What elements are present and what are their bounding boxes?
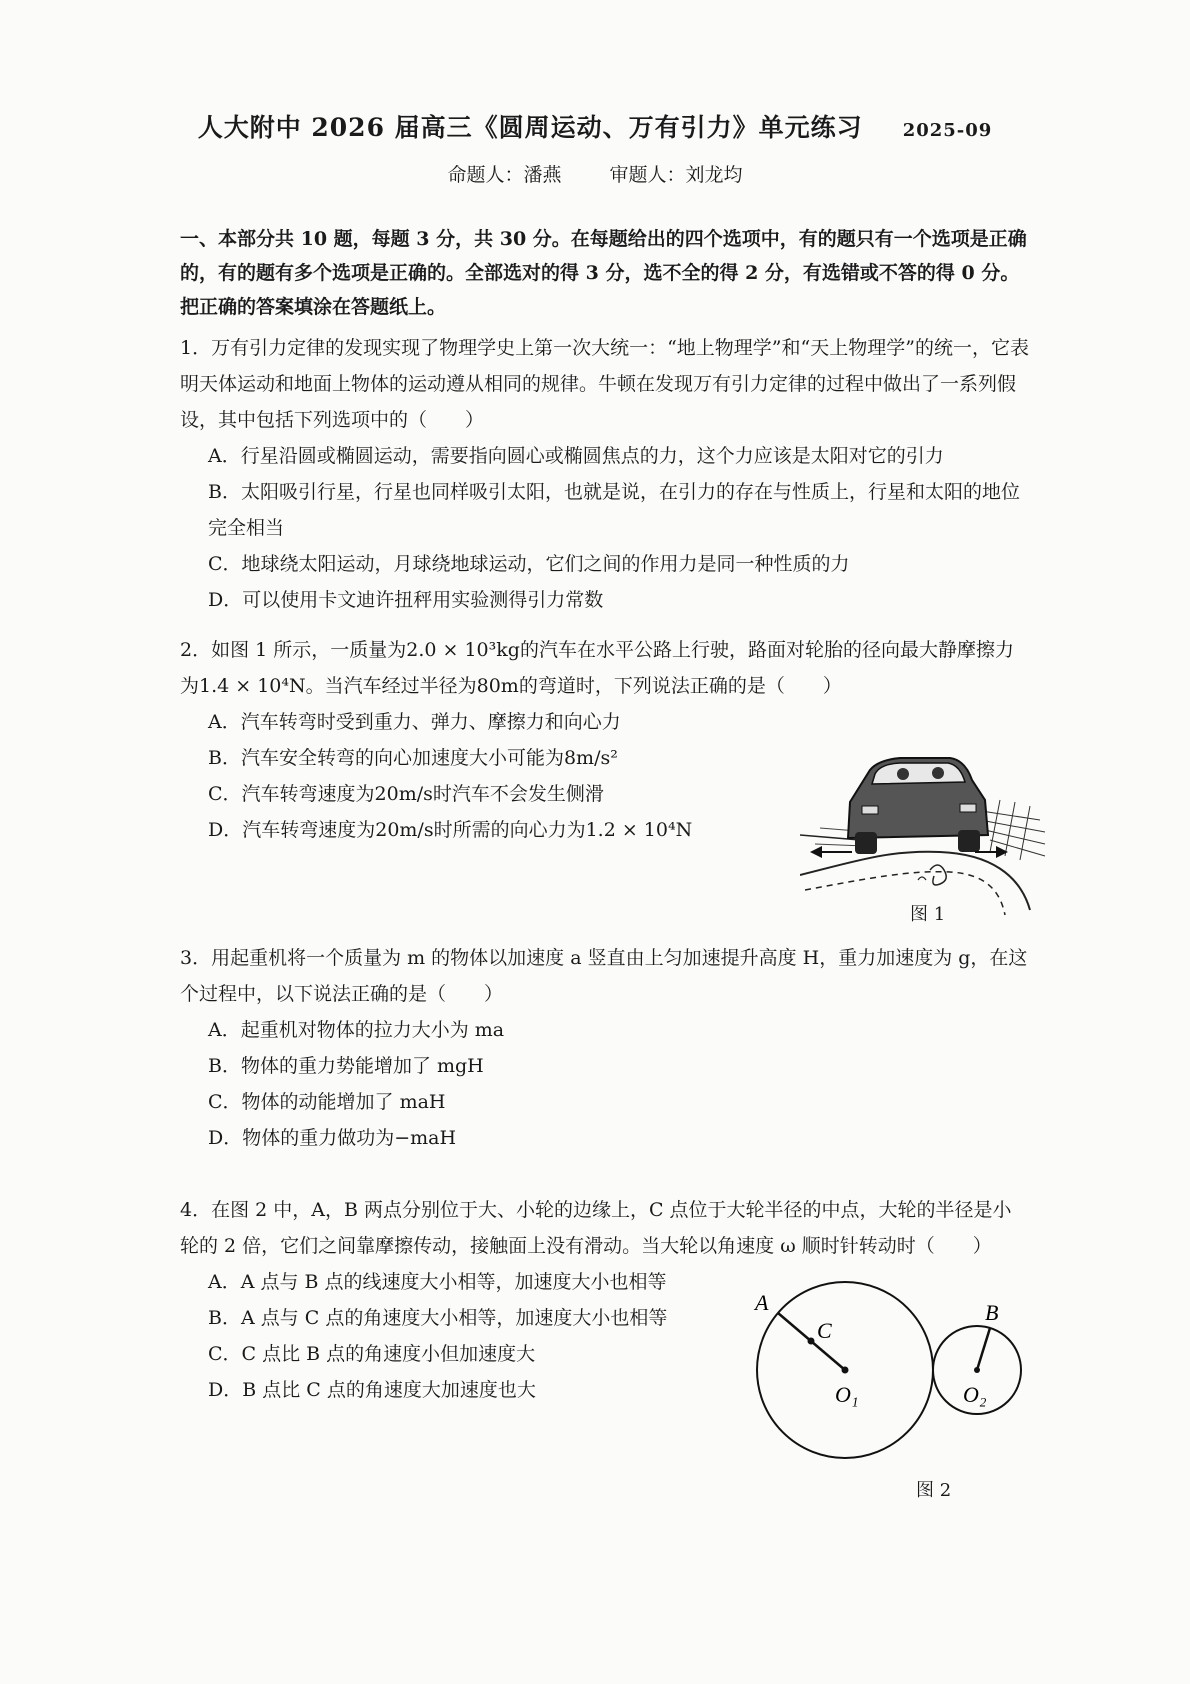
option-b: B．太阳吸引行星，行星也同样吸引太阳，也就是说，在引力的存在与性质上，行星和太阳的地位完全相当 — [208, 481, 1020, 539]
point-a-label: A — [755, 1290, 769, 1315]
option-b: B．A 点与 C 点的角速度大小相等，加速度大小也相等 — [208, 1307, 668, 1329]
passenger-head — [932, 767, 944, 779]
option-c: C．地球绕太阳运动，月球绕地球运动，它们之间的作用力是同一种性质的力 — [208, 553, 850, 575]
title-text: 人大附中 2026 届高三《圆周运动、万有引力》单元练习 — [197, 113, 863, 142]
right-wheel — [958, 830, 980, 852]
question-stem: 2．如图 1 所示，一质量为2.0 × 10³kg的汽车在水平公路上行驶，路面对轮胎的径向最大静摩擦力为1.4 × 10⁴N。当汽车经过半径为80m的弯道时，下列说法正确的是（ ） — [180, 639, 1014, 697]
left-wheel — [855, 832, 877, 854]
point-c-dot — [808, 1338, 815, 1345]
figure-1-car — [800, 740, 1050, 920]
point-o2-label: O₂ — [963, 1382, 987, 1407]
question-3 — [180, 940, 1030, 1156]
option-d: D．汽车转弯速度为20m/s时所需的向心力为1.2 × 10⁴N — [208, 819, 693, 841]
figure-2-wheels — [745, 1270, 1035, 1470]
figure-2-label: 图 2 — [916, 1480, 952, 1501]
question-stem: 4．在图 2 中，A，B 两点分别位于大、小轮的边缘上，C 点位于大轮半径的中点，大轮的半径是小轮的 2 倍，它们之间靠摩擦传动，接触面上没有滑动。当大轮以角速度 ω 顺时针转动时（ ） — [180, 1199, 1012, 1257]
option-c: C．C 点比 B 点的角速度小但加速度大 — [208, 1343, 536, 1365]
option-c: C．物体的动能增加了 maH — [208, 1091, 446, 1113]
option-d: D．物体的重力做功为−maH — [208, 1127, 457, 1149]
point-c-label: C — [817, 1318, 832, 1343]
figure-1-label: 图 1 — [910, 904, 946, 925]
option-d: D．可以使用卡文迪许扭秤用实验测得引力常数 — [208, 589, 604, 611]
setter: 命题人：潘燕 — [447, 164, 562, 186]
option-b: B．汽车安全转弯的向心加速度大小可能为8m/s² — [208, 747, 618, 769]
small-wheel-radius — [977, 1328, 990, 1370]
option-b: B．物体的重力势能增加了 mgH — [208, 1055, 484, 1077]
option-a: A．汽车转弯时受到重力、弹力、摩擦力和向心力 — [208, 711, 621, 733]
option-a: A．行星沿圆或椭圆运动，需要指向圆心或椭圆焦点的力，这个力应该是太阳对它的引力 — [208, 445, 944, 467]
exam-date: 2025-09 — [902, 120, 993, 141]
option-c: C．汽车转弯速度为20m/s时汽车不会发生侧滑 — [208, 783, 604, 805]
car-windshield — [872, 763, 965, 784]
center-o1-dot — [842, 1367, 849, 1374]
force-arrow-left — [810, 846, 822, 858]
question-stem: 3．用起重机将一个质量为 m 的物体以加速度 a 竖直由上匀加速提升高度 H，重力加速度为 g，在这个过程中，以下说法正确的是（ ） — [180, 947, 1028, 1005]
point-b-label: B — [985, 1300, 999, 1325]
question-1 — [180, 330, 1030, 618]
road-center-line — [805, 872, 1005, 915]
center-o2-dot — [974, 1367, 980, 1373]
point-o1-label: O₁ — [835, 1382, 859, 1407]
option-d: D．B 点比 C 点的角速度大加速度也大 — [208, 1379, 536, 1401]
question-stem: 1．万有引力定律的发现实现了物理学史上第一次大统一：“地上物理学”和“天上物理学”的统一，它表明天体运动和地面上物体的运动遵从相同的规律。牛顿在发现万有引力定律的过程中做出了一系列假设，其中包括下列选项中的（ ） — [180, 337, 1029, 431]
option-a: A．A 点与 B 点的线速度大小相等，加速度大小也相等 — [208, 1271, 667, 1293]
section-instructions: 一、本部分共 10 题，每题 3 分，共 30 分。在每题给出的四个选项中，有的题只有一个选项是正确的，有的题有多个选项是正确的。全部选对的得 3 分，选不全的得 2 分，有选错或不答的得 0 分。把正确的答案填涂在答题纸上。 — [180, 228, 1027, 318]
page-title — [0, 108, 1190, 144]
option-a: A．起重机对物体的拉力大小为 ma — [208, 1019, 505, 1041]
driver-head — [897, 768, 909, 780]
author-line — [0, 160, 1190, 187]
reviewer: 审题人：刘龙均 — [609, 164, 743, 186]
